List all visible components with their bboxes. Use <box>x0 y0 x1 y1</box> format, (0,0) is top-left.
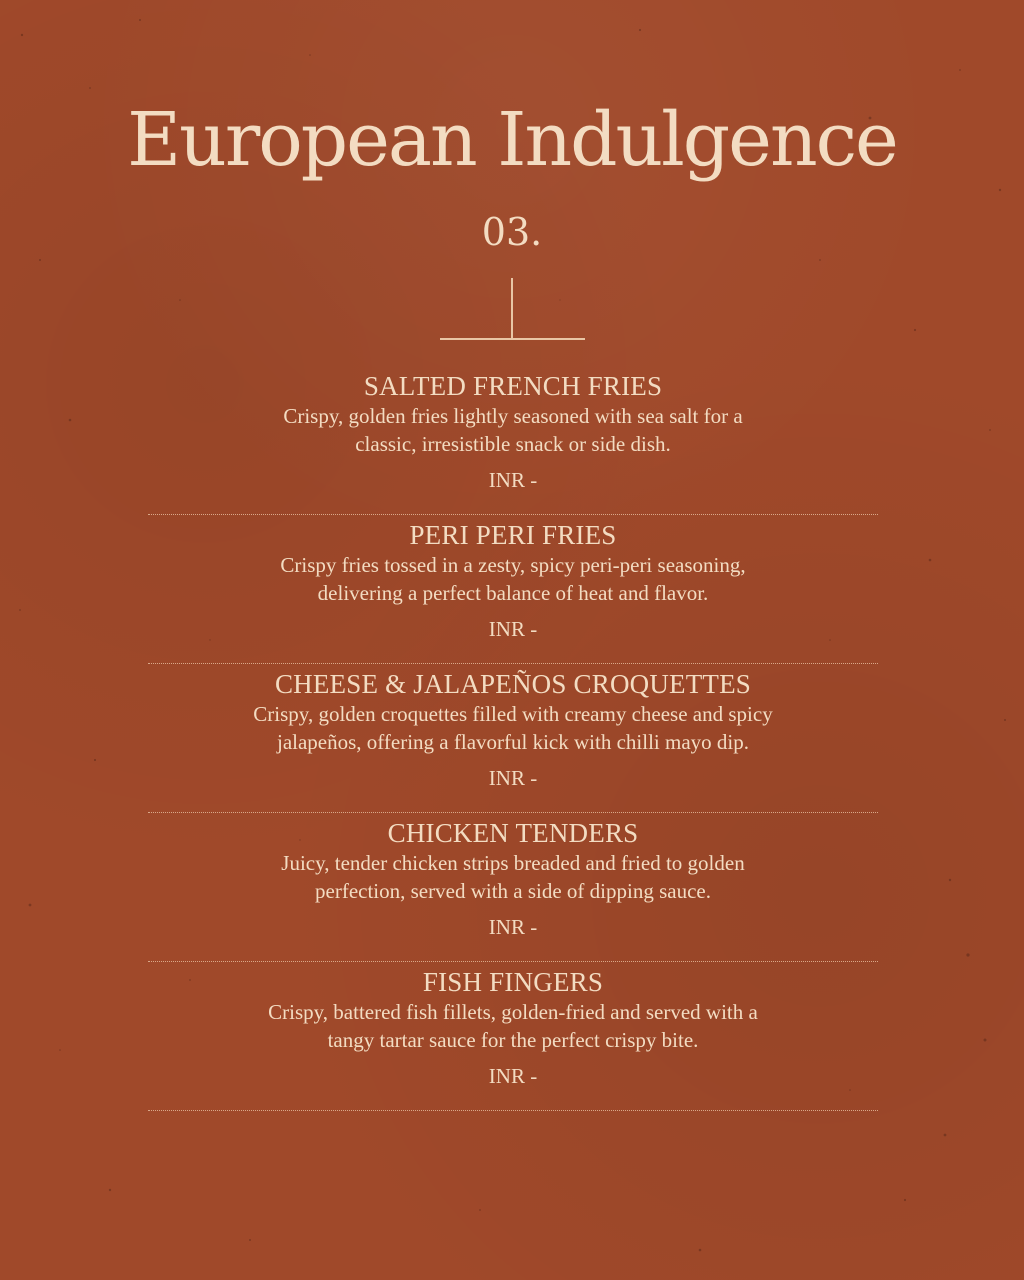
item-description-line-2: tangy tartar sauce for the perfect crispy bite. <box>327 1028 699 1052</box>
item-description-line-2: jalapeños, offering a flavorful kick with chilli mayo dip. <box>277 730 749 754</box>
dotted-divider <box>148 1110 878 1111</box>
menu-title: European Indulgence <box>127 97 897 183</box>
ornament-horizontal-line <box>440 338 585 340</box>
item-name: CHICKEN TENDERS <box>387 818 639 848</box>
item-price: INR - <box>488 468 538 492</box>
section-number: 03. <box>481 210 543 254</box>
item-description-line-1: Crispy, golden croquettes filled with creamy cheese and spicy <box>253 702 773 726</box>
menu-item-fish-fingers <box>148 962 878 1110</box>
item-price: INR - <box>488 766 538 790</box>
item-name: FISH FINGERS <box>422 967 604 997</box>
item-name: SALTED FRENCH FRIES <box>363 371 663 401</box>
item-description-line-1: Crispy, golden fries lightly seasoned with sea salt for a <box>283 404 743 428</box>
item-price: INR - <box>488 617 538 641</box>
item-name: PERI PERI FRIES <box>409 520 617 550</box>
item-description-line-2: delivering a perfect balance of heat and flavor. <box>317 581 709 605</box>
item-name: CHEESE & JALAPEÑOS CROQUETTES <box>274 669 752 699</box>
item-description-line-1: Crispy, battered fish fillets, golden-fried and served with a <box>268 1000 758 1024</box>
menu-item-salted-french-fries <box>148 366 878 514</box>
menu-list <box>148 366 878 1111</box>
item-description-line-2: perfection, served with a side of dipping sauce. <box>315 879 711 903</box>
item-description-line-1: Crispy fries tossed in a zesty, spicy peri-peri seasoning, <box>280 553 746 577</box>
item-description-line-2: classic, irresistible snack or side dish. <box>355 432 671 456</box>
item-price: INR - <box>488 915 538 939</box>
item-description-line-1: Juicy, tender chicken strips breaded and fried to golden <box>281 851 745 875</box>
ornament-vertical-line <box>511 278 513 338</box>
menu-item-chicken-tenders <box>148 813 878 961</box>
menu-item-cheese-jalapenos-croquettes <box>148 664 878 812</box>
menu-item-peri-peri-fries <box>148 515 878 663</box>
item-price: INR - <box>488 1064 538 1088</box>
